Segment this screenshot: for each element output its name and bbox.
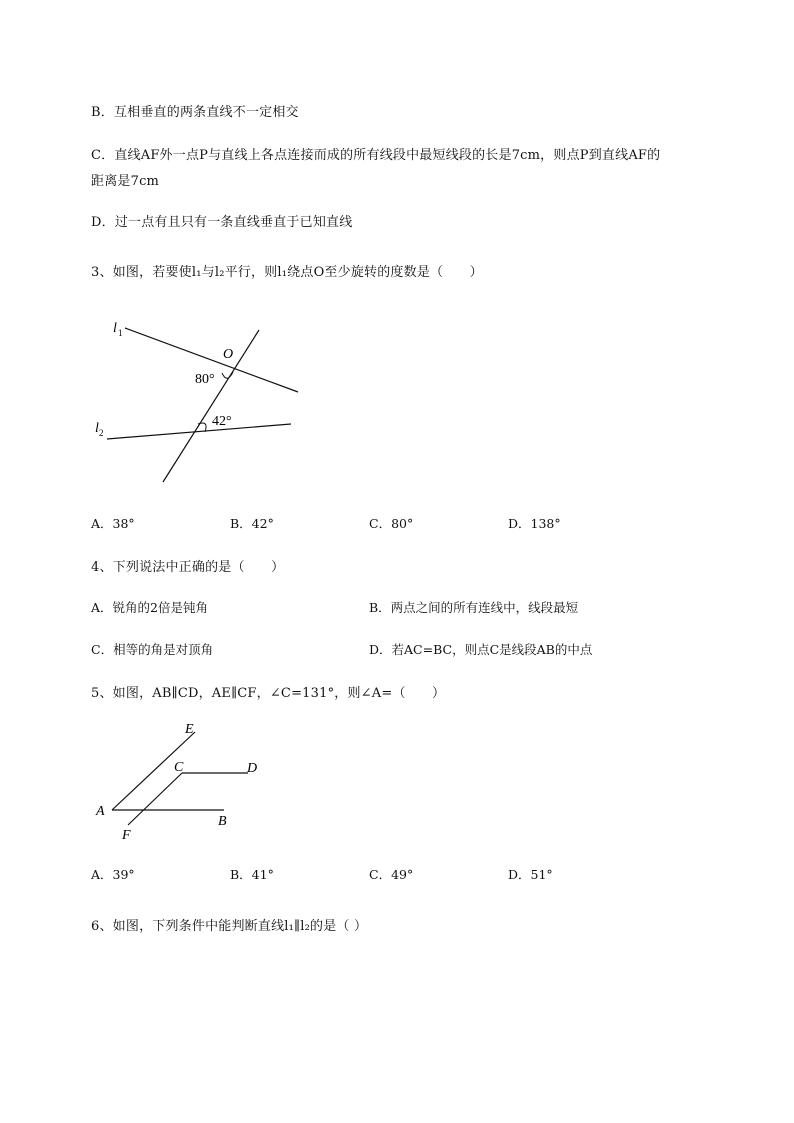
q3-option-c: C．80°	[369, 516, 414, 531]
q5-option-b: B．41°	[230, 867, 274, 882]
q3-option-b: B．42°	[230, 516, 274, 531]
label-f: F	[122, 828, 131, 843]
q3-option-a: A．38°	[91, 516, 135, 531]
label-o: O	[223, 347, 234, 362]
label-l1-sub: 1	[118, 328, 123, 338]
label-l1: l	[113, 321, 117, 336]
q3-figure	[85, 312, 315, 492]
line-l2	[107, 424, 291, 439]
q6-stem: 6、如图，下列条件中能判断直线l₁∥l₂的是（ ）	[91, 919, 368, 934]
q5-option-a: A．39°	[91, 867, 135, 882]
q4-option-a: A．锐角的2倍是钝角	[91, 600, 208, 615]
q4-option-c: C．相等的角是对顶角	[91, 642, 214, 657]
q5-figure	[90, 717, 270, 847]
q2-option-d: D．过一点有且只有一条直线垂直于已知直线	[91, 215, 353, 230]
q5-option-d: D．51°	[508, 867, 553, 882]
q4-option-d: D．若AC=BC，则点C是线段AB的中点	[369, 642, 593, 657]
label-l2-sub: 2	[99, 428, 104, 438]
label-angle-80: 80°	[195, 372, 215, 387]
label-d: D	[247, 761, 258, 776]
segment-cf	[128, 773, 182, 825]
q2-option-c-line2: 距离是7cm	[91, 174, 160, 189]
label-l2: l	[95, 421, 99, 436]
label-c: C	[174, 760, 184, 775]
q5-option-c: C．49°	[369, 867, 414, 882]
transversal-line	[163, 330, 259, 482]
q2-option-b: B．互相垂直的两条直线不一定相交	[91, 105, 299, 120]
q5-stem: 5、如图，AB∥CD，AE∥CF，∠C=131°，则∠A=（ ）	[91, 686, 446, 701]
q3-stem: 3、如图，若要使l₁与l₂平行，则l₁绕点O至少旋转的度数是（ ）	[91, 265, 483, 280]
q3-option-d: D．138°	[508, 516, 561, 531]
label-a: A	[96, 804, 105, 819]
label-e: E	[185, 722, 194, 737]
q4-stem: 4、下列说法中正确的是（ ）	[91, 560, 285, 575]
q2-option-c-line1: C．直线AF外一点P与直线上各点连接而成的所有线段中最短线段的长是7cm，则点P到直线AF的	[91, 148, 661, 163]
q4-option-b: B．两点之间的所有连线中，线段最短	[369, 600, 579, 615]
label-angle-42: 42°	[212, 414, 232, 429]
label-b: B	[218, 814, 227, 829]
